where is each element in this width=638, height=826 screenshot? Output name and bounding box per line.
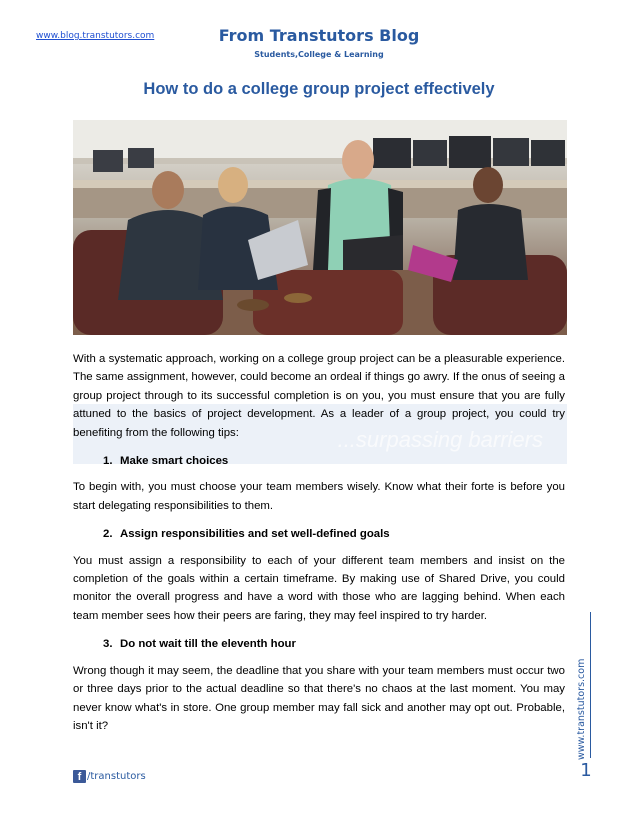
page-number: 1 bbox=[580, 760, 592, 781]
section-heading-text: Make smart choices bbox=[120, 455, 229, 468]
section-number: 1. bbox=[103, 455, 113, 468]
facebook-icon: f bbox=[73, 770, 86, 783]
section-heading-text: Do not wait till the eleventh hour bbox=[120, 638, 296, 651]
watermark-text: ...surpassing barriers bbox=[337, 427, 543, 452]
facebook-handle: /transtutors bbox=[87, 771, 146, 782]
section-number: 3. bbox=[103, 638, 113, 651]
article-body bbox=[73, 350, 565, 745]
side-divider bbox=[590, 612, 591, 758]
section-number: 2. bbox=[103, 528, 113, 541]
side-url[interactable]: www.transtutors.com bbox=[576, 658, 587, 760]
article-title: How to do a college group project effectively bbox=[143, 80, 495, 98]
intro-paragraph: With a systematic approach, working on a college group project can be a pleasurable experience. The same assignment, however, could become an ordeal if things go awry. If the onus of seeing a group project through to its successful completion is on you, you must ensure that you are fully attuned to the basics of project development. As a leader of a group project, you could try benefiting from the following tips: bbox=[73, 353, 565, 439]
facebook-link[interactable] bbox=[73, 770, 146, 783]
blog-title: From Transtutors Blog bbox=[218, 26, 420, 45]
section-heading bbox=[73, 635, 565, 653]
section-paragraph: You must assign a responsibility to each of your different team members and insist on the completion of the goals within a certain timeframe. By making use of Shared Drive, you could monitor the overall progress and have a word with those who are lagging behind. When each team member sees how their peers are faring, they may feel inspired to try harder. bbox=[73, 554, 565, 622]
site-url-link[interactable]: www.blog.transtutors.com bbox=[36, 31, 155, 41]
section-heading bbox=[73, 452, 565, 470]
section-heading-text: Assign responsibilities and set well-defined goals bbox=[120, 528, 390, 541]
section-paragraph: Wrong though it may seem, the deadline that you share with your team members must occur two or three days prior to the actual deadline so that there's no chaos at the last moment. You may never know what's in store. One group member may fall sick and another may opt out. Probable, isn't it? bbox=[73, 664, 565, 732]
section-heading bbox=[73, 525, 565, 543]
article-photo bbox=[73, 120, 567, 335]
section-paragraph: To begin with, you must choose your team members wisely. Know what their forte is before you start delegating responsibilities to them. bbox=[73, 481, 565, 512]
blog-subtitle: Students,College & Learning bbox=[254, 50, 384, 59]
